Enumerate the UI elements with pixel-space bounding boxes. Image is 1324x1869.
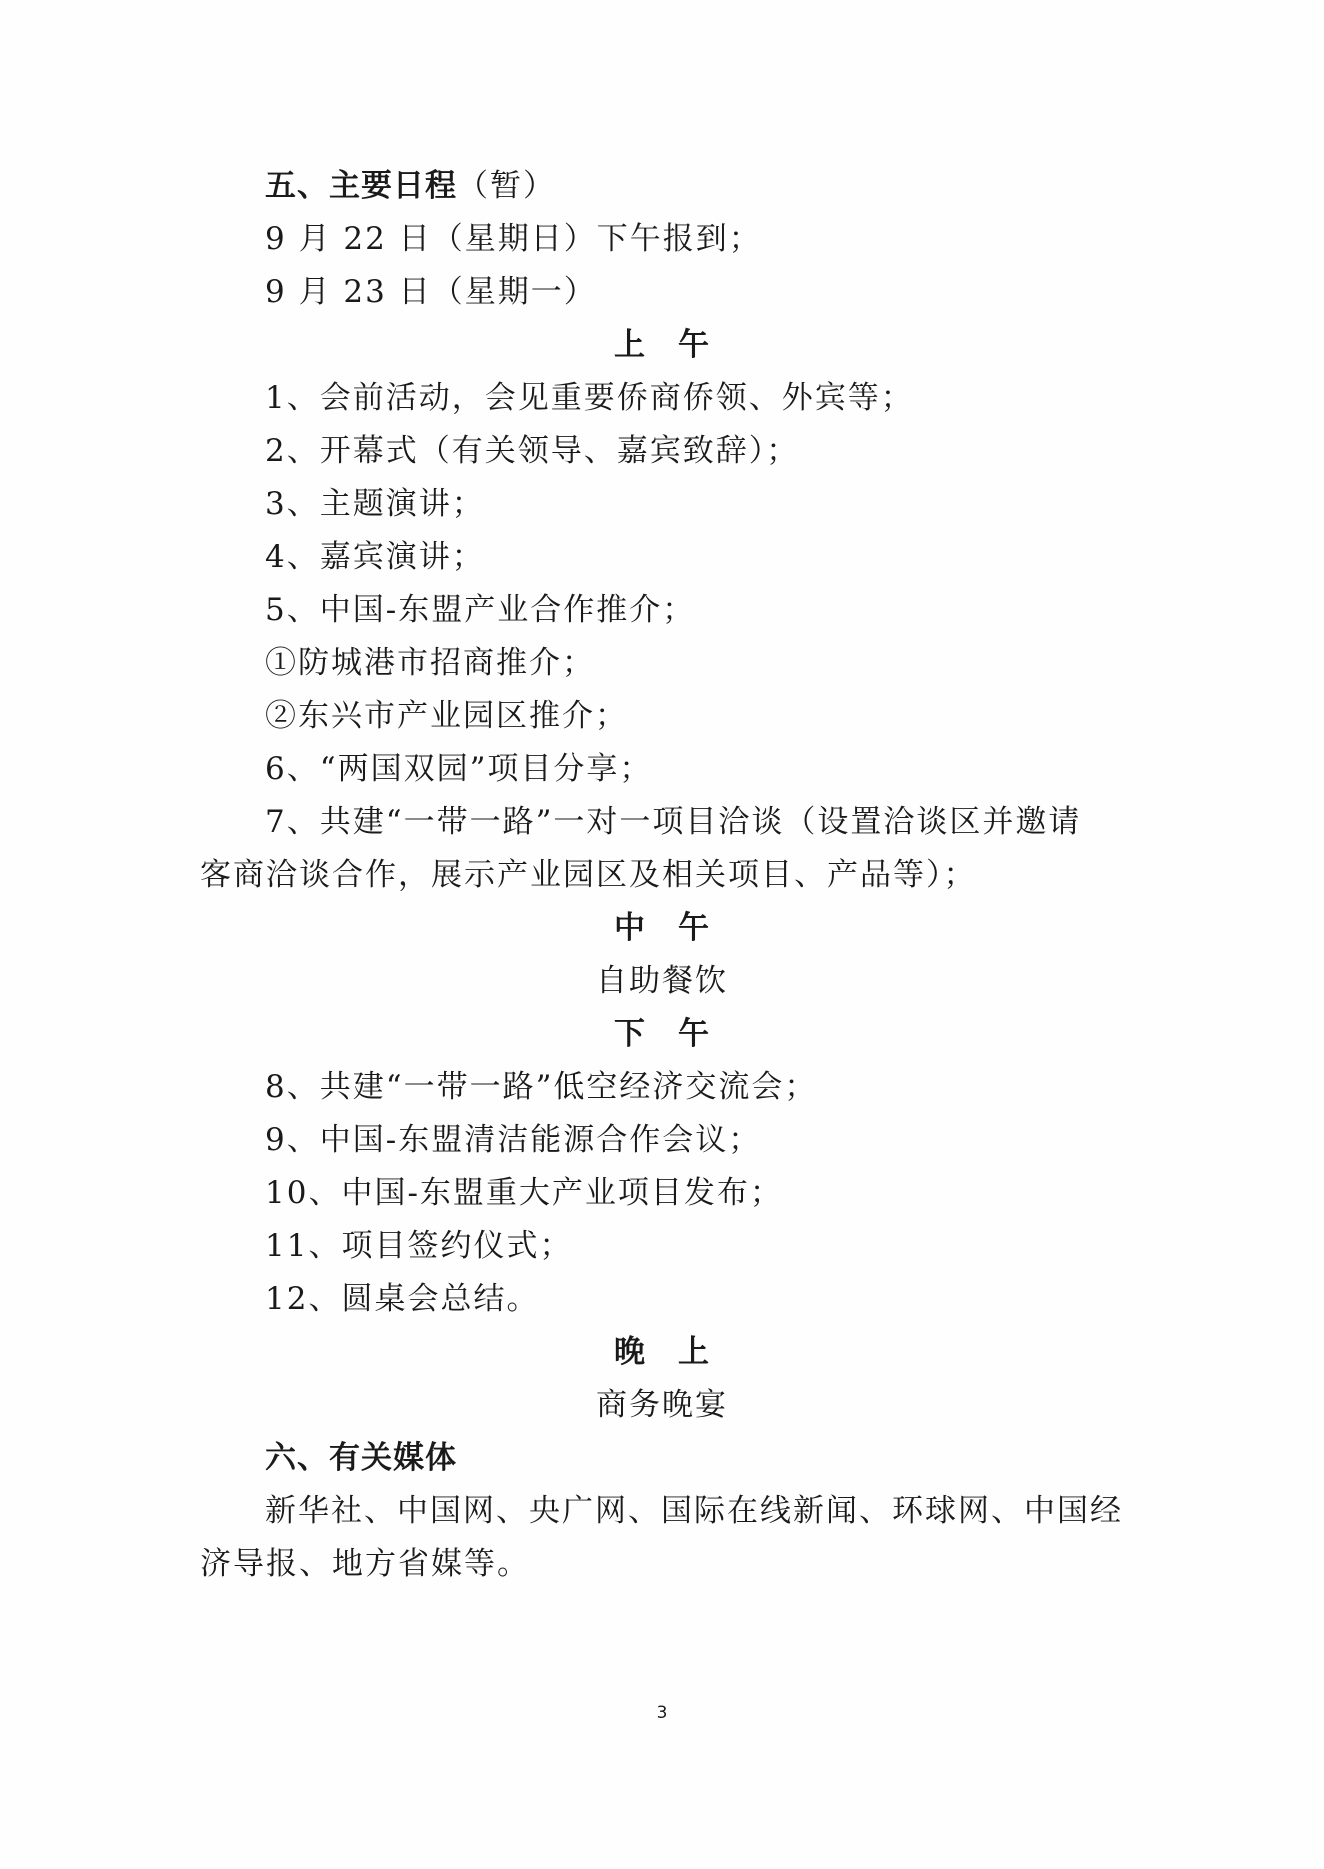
agenda-item: 9、中国-东盟清洁能源合作会议； <box>265 1122 762 1158</box>
registration-line: 9 月 22 日（星期日）下午报到； <box>265 221 762 257</box>
page-number: 3 <box>656 1703 668 1723</box>
morning-label: 上 午 <box>614 327 710 363</box>
agenda-item: 4、嘉宾演讲； <box>265 539 485 575</box>
agenda-item: 1、会前活动，会见重要侨商侨领、外宾等； <box>265 380 914 416</box>
evening-label: 晚 上 <box>614 1334 710 1370</box>
agenda-item: 3、主题演讲； <box>265 486 485 522</box>
evening-activity: 商务晚宴 <box>596 1387 728 1423</box>
agenda-item: 11、项目签约仪式； <box>265 1228 573 1264</box>
agenda-item: 6、“两国双园”项目分享； <box>265 751 653 787</box>
section-5-title-suffix: （暂） <box>457 168 556 204</box>
noon-activity: 自助餐饮 <box>596 963 728 999</box>
section-5-heading <box>265 166 556 206</box>
agenda-subitem: ①防城港市招商推介； <box>265 645 595 681</box>
day-line: 9 月 23 日（星期一） <box>265 274 597 310</box>
afternoon-label: 下 午 <box>614 1016 710 1052</box>
agenda-item: 7、共建“一带一路”一对一项目洽谈（设置洽谈区并邀请 <box>265 804 1082 840</box>
media-list-line-1: 新华社、中国网、央广网、国际在线新闻、环球网、中国经 <box>265 1493 1123 1529</box>
agenda-item: 12、圆桌会总结。 <box>265 1281 540 1317</box>
agenda-item: 2、开幕式（有关领导、嘉宾致辞）； <box>265 433 800 469</box>
agenda-item: 8、共建“一带一路”低空经济交流会； <box>265 1069 818 1105</box>
noon-label: 中 午 <box>614 910 710 946</box>
media-list-line-2: 济导报、地方省媒等。 <box>200 1546 530 1582</box>
section-6-heading: 六、有关媒体 <box>265 1440 457 1476</box>
section-5-title: 五、主要日程 <box>265 168 457 204</box>
agenda-subitem: ②东兴市产业园区推介； <box>265 698 628 734</box>
agenda-item-continuation: 客商洽谈合作，展示产业园区及相关项目、产品等）； <box>200 857 977 893</box>
agenda-item: 10、中国-东盟重大产业项目发布； <box>265 1175 783 1211</box>
agenda-item: 5、中国-东盟产业合作推介； <box>265 592 696 628</box>
